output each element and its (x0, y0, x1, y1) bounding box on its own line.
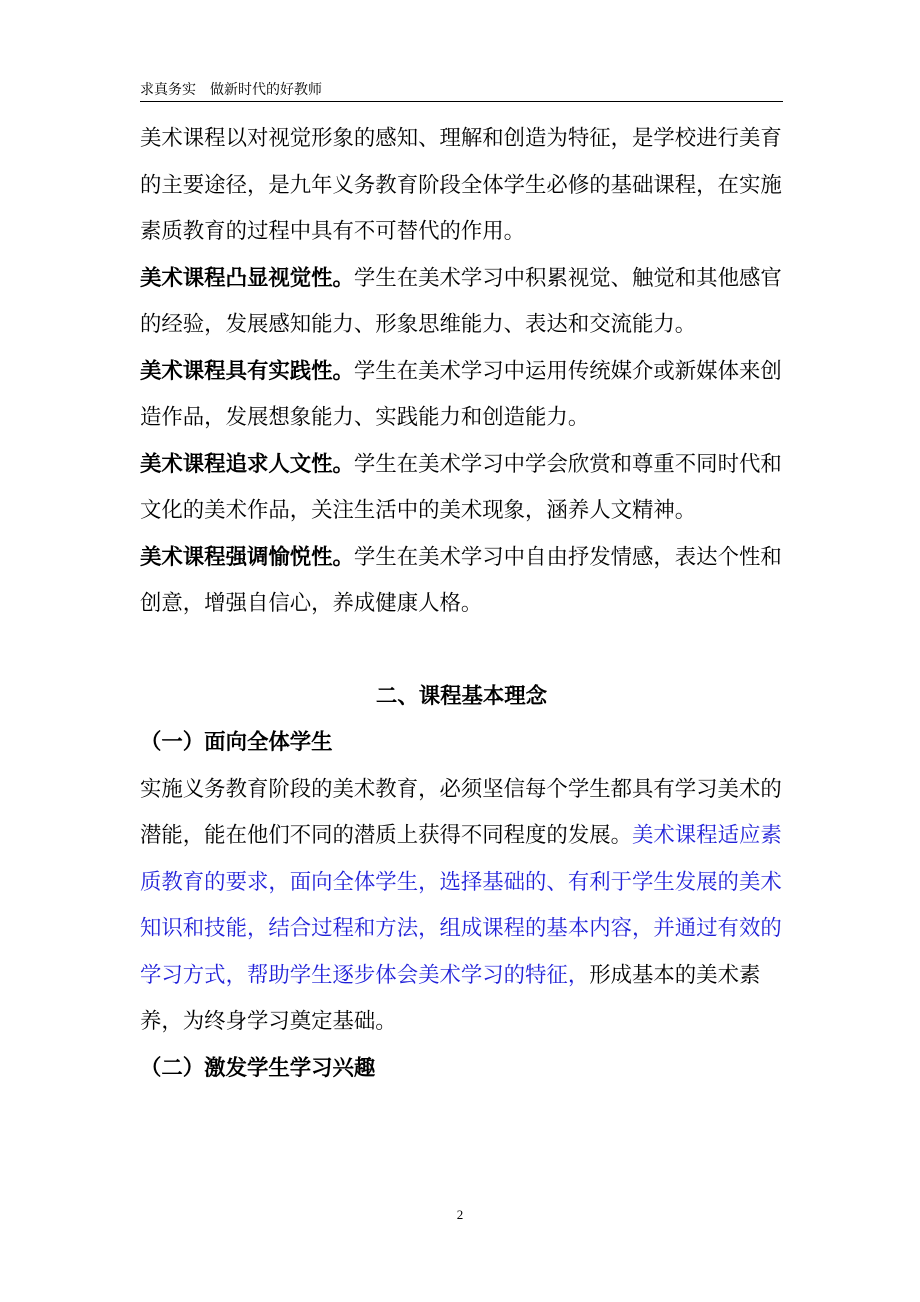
subsection-1-paragraph (140, 767, 783, 1046)
page-number: 2 (456, 1207, 464, 1222)
section-title: 二、课程基本理念 (375, 683, 548, 709)
intro-paragraph: 美术课程以对视觉形象的感知、理解和创造为特征，是学校进行美育的主要途径，是九年义务教育阶段全体学生必修的基础课程，在实施素质教育的过程中具有不可替代的作用。 (140, 126, 782, 244)
section-spacer (140, 628, 783, 674)
feature-text: 学生在美术学习中积累视觉、触觉和其他感官的经验，发展感知能力、形象思维能力、表达和交流能力。 (140, 265, 782, 337)
subsection-1-ending: 形成基本的美术素养，为终身学习奠定基础。 (140, 962, 761, 1034)
feature-lead: 美术课程强调愉悦性。 (140, 544, 354, 570)
header-slogan: 做新时代的好教师 (210, 82, 322, 98)
page-header (140, 79, 783, 102)
feature-text: 学生在美术学习中学会欣赏和尊重不同时代和文化的美术作品，关注生活中的美术现象，涵养人文精神。 (140, 451, 782, 523)
subsection-title-2: （二）激发学生学习兴趣 (140, 1055, 376, 1081)
header-motto: 求真务实 (140, 82, 196, 98)
feature-lead: 美术课程具有实践性。 (140, 358, 354, 384)
subsection-1-text: 实施义务教育阶段的美术教育，必须坚信每个学生都具有学习美术的潜能，能在他们不同的潜质上获得不同程度的发展。 (140, 776, 782, 848)
subsection-title-1: （一）面向全体学生 (140, 730, 333, 755)
feature-paragraph (140, 256, 783, 349)
feature-text: 学生在美术学习中运用传统媒介或新媒体来创造作品，发展想象能力、实践能力和创造能力。 (140, 358, 782, 430)
feature-paragraph (140, 442, 783, 535)
feature-lead: 美术课程凸显视觉性。 (140, 265, 354, 291)
subsection-1-highlight: 美术课程适应素质教育的要求，面向全体学生，选择基础的、有利于学生发展的美术知识和技能，结合过程和方法，组成课程的基本内容，并通过有效的学习方式，帮助学生逐步体会美术学习的特征， (140, 823, 782, 988)
document-body (140, 116, 783, 1092)
feature-lead: 美术课程追求人文性。 (140, 451, 354, 477)
feature-text: 学生在美术学习中自由抒发情感，表达个性和创意，增强自信心，养成健康人格。 (140, 544, 782, 616)
feature-paragraph (140, 349, 783, 442)
feature-paragraph (140, 535, 783, 628)
